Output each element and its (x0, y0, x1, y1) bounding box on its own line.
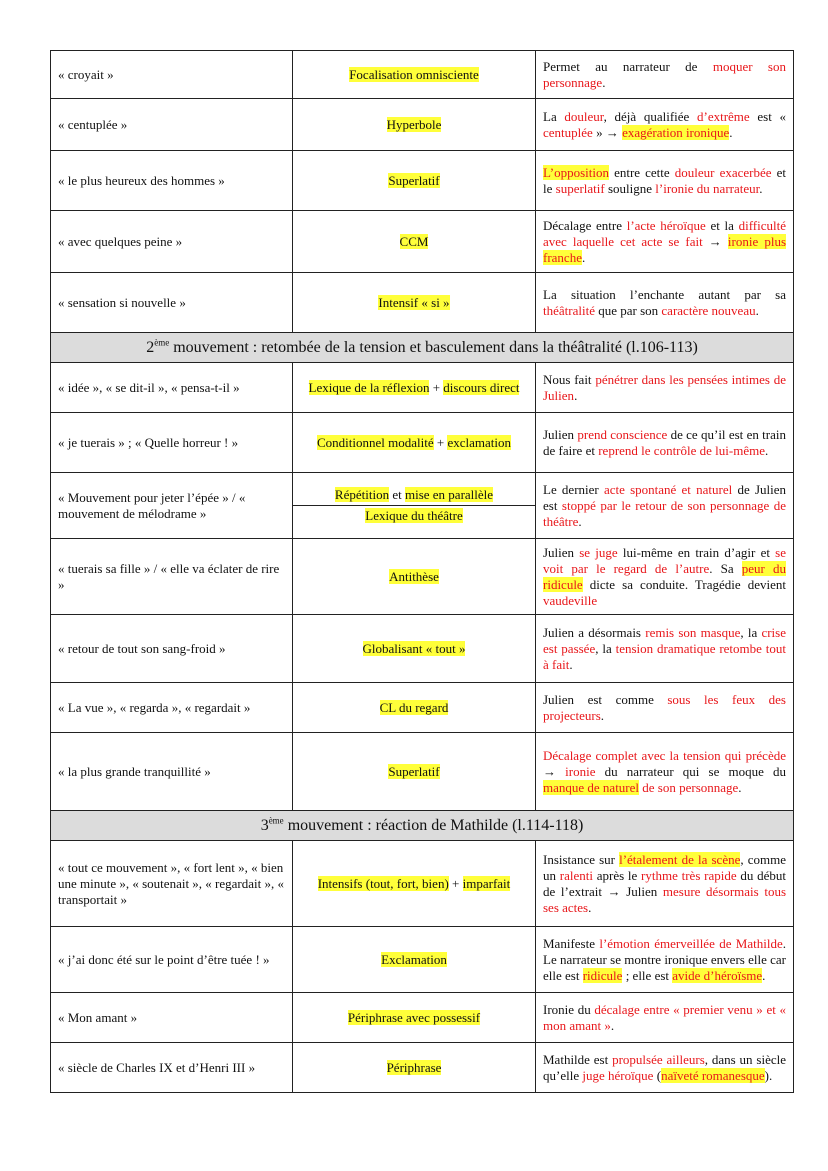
text-run: L’opposition (543, 164, 609, 180)
text-run: . (578, 513, 582, 529)
text-run: prend conscience (577, 426, 668, 442)
text-run: de Julien est (543, 481, 786, 513)
text-run: théâtralité (543, 302, 595, 318)
figure-label: Superlatif (388, 763, 440, 779)
text-run: l’acte héroïque (626, 217, 706, 233)
table-row (51, 211, 794, 273)
text-run: Insistance sur (543, 851, 620, 867)
text-run: ( (653, 1067, 662, 1083)
text-run: de ce qu’il est en train de faire et (543, 426, 786, 458)
text-run: . (729, 124, 733, 140)
figure-sub (293, 485, 535, 505)
section-title (51, 333, 794, 363)
table-row (51, 363, 794, 413)
table-row (51, 1043, 794, 1093)
text-run: → (543, 763, 566, 779)
text-run: , la (595, 640, 616, 656)
text-run: Nous fait (543, 371, 596, 387)
text-run: l’étalement de la scène (619, 851, 741, 867)
table-row (51, 99, 794, 151)
figure-cell (293, 473, 536, 539)
quote-cell: « centuplée » (51, 99, 293, 151)
effect-cell (536, 51, 794, 99)
figure-cell (293, 993, 536, 1043)
text-run: exclamation (447, 434, 511, 450)
figure-label: CCM (399, 233, 429, 249)
text-run: ). (764, 1067, 773, 1083)
text-run: naïveté romanesque (661, 1067, 765, 1083)
section-title-text: mouvement : retombée de la tension et basculement dans la théâtralité (l.106-113) (169, 338, 698, 356)
effect-cell (536, 733, 794, 811)
text-run: remis son masque (645, 624, 741, 640)
section-number: 2 (146, 338, 155, 356)
quote-cell: « le plus heureux des hommes » (51, 151, 293, 211)
text-run: Permet au narrateur de (543, 58, 713, 74)
figure-label: CL du regard (379, 699, 449, 715)
text-run: . (759, 180, 763, 196)
text-run: ralenti (559, 867, 593, 883)
table-row (51, 473, 794, 539)
figure-label: Antithèse (389, 568, 439, 584)
text-run: avide d’héroïsme (672, 967, 763, 983)
table-row (51, 683, 794, 733)
text-run: , comme un (543, 851, 786, 883)
text-run: centuplée (543, 124, 593, 140)
effect-cell (536, 99, 794, 151)
effect-cell (536, 273, 794, 333)
figure-cell (293, 927, 536, 993)
text-run: + (433, 434, 448, 450)
quote-cell: « la plus grande tranquillité » (51, 733, 293, 811)
figure-label: Hyperbole (386, 116, 442, 132)
text-run: pénétrer dans les pensées intimes de Julien (543, 371, 786, 403)
effect-cell (536, 473, 794, 539)
text-run: . (588, 899, 592, 915)
table-row (51, 615, 794, 683)
text-run: La situation l’enchante autant par sa (543, 286, 786, 302)
figure-cell (293, 733, 536, 811)
quote-cell: « Mouvement pour jeter l’épée » / « mouvement de mélodrame » (51, 473, 293, 539)
quote-cell: « Mon amant » (51, 993, 293, 1043)
text-run: Conditionnel modalité (316, 434, 434, 450)
text-run: se voit par le regard de l’autre (543, 544, 786, 576)
text-run: ironie plus franche (543, 233, 787, 265)
text-run: → (702, 233, 728, 249)
text-run: + (429, 379, 444, 395)
effect-cell (536, 841, 794, 927)
figure-cell (293, 539, 536, 615)
text-run: . (738, 779, 742, 795)
text-run: et la (705, 217, 739, 233)
text-run: peur du ridicule (543, 560, 786, 592)
quote-cell: « j’ai donc été sur le point d’être tuée ! » (51, 927, 293, 993)
text-run: lui-même en train d’agir et (617, 544, 776, 560)
text-run: + (448, 875, 463, 891)
effect-cell (536, 413, 794, 473)
text-run: d’extrême (697, 108, 750, 124)
text-run: . (602, 74, 606, 90)
text-run: . (574, 387, 578, 403)
text-run: entre cette (608, 164, 675, 180)
figure-cell (293, 841, 536, 927)
text-run: l’émotion émerveillée de Mathilde (599, 935, 783, 951)
text-run: Décalage entre (543, 217, 627, 233)
text-run: discours direct (443, 379, 520, 395)
section-title-text: mouvement : réaction de Mathilde (l.114-118) (283, 816, 584, 834)
text-run: Le dernier (543, 481, 604, 497)
text-run: imparfait (462, 875, 511, 891)
text-run: Julien (543, 544, 580, 560)
section-title (51, 811, 794, 841)
text-run: de son personnage (642, 779, 739, 795)
text-run: . (600, 707, 605, 723)
text-run: . (581, 249, 586, 265)
table-row (51, 539, 794, 615)
text-run: superlatif (555, 180, 605, 196)
text-run: souligne (604, 180, 656, 196)
text-run: se juge (579, 544, 618, 560)
text-run: reprend le contrôle de lui-même (598, 442, 765, 458)
text-run: vaudeville (543, 592, 598, 608)
table-row (51, 413, 794, 473)
table-row (51, 841, 794, 927)
figure-label: Exclamation (381, 951, 447, 967)
quote-cell: « sensation si nouvelle » (51, 273, 293, 333)
text-run: » → (592, 124, 623, 140)
text-run: mise en parallèle (404, 487, 494, 502)
quote-cell: « retour de tout son sang-froid » (51, 615, 293, 683)
text-run: Intensifs (tout, fort, bien) (317, 875, 449, 891)
text-run: ridicule (582, 967, 623, 983)
figure-cell (293, 363, 536, 413)
quote-cell: « idée », « se dit-il », « pensa-t-il » (51, 363, 293, 413)
figure-cell (293, 1043, 536, 1093)
text-run: , dans un siècle qu’elle (543, 1051, 787, 1083)
figure-cell (293, 99, 536, 151)
figure-cell (293, 211, 536, 273)
figure-cell (293, 51, 536, 99)
text-run: du narrateur qui se moque du (595, 763, 787, 779)
quote-cell: « avec quelques peine » (51, 211, 293, 273)
text-run: Ironie du (543, 1001, 595, 1017)
table-row (51, 151, 794, 211)
text-run: est « (749, 108, 786, 124)
text-run: , la (740, 624, 762, 640)
quote-cell: « tuerais sa fille » / « elle va éclater de rire » (51, 539, 293, 615)
table-row (51, 993, 794, 1043)
text-run: et (389, 487, 405, 502)
text-run: douleur (564, 108, 604, 124)
text-run: propulsée ailleurs (612, 1051, 705, 1067)
effect-cell (536, 683, 794, 733)
text-run: La (543, 108, 565, 124)
text-run: . Sa (709, 560, 742, 576)
text-run: . (764, 442, 769, 458)
figure-label: Périphrase (386, 1059, 442, 1075)
effect-cell (536, 993, 794, 1043)
quote-cell: « La vue », « regarda », « regardait » (51, 683, 293, 733)
text-run: moquer son personnage (543, 58, 786, 90)
figure-cell (293, 273, 536, 333)
figure-label: Périphrase avec possessif (347, 1009, 481, 1025)
quote-cell: « siècle de Charles IX et d’Henri III » (51, 1043, 293, 1093)
effect-cell (536, 927, 794, 993)
figure-label: Superlatif (388, 172, 440, 188)
text-run: après le (592, 867, 642, 883)
text-run: stoppé par le retour de son personnage de théâtre (543, 497, 786, 529)
effect-cell (536, 615, 794, 683)
text-run: que par son (594, 302, 662, 318)
text-run: Julien (543, 426, 578, 442)
figure-cell (293, 413, 536, 473)
text-run: caractère nouveau (661, 302, 756, 318)
figure-label: Focalisation omnisciente (349, 66, 479, 82)
text-run: et le (543, 164, 786, 196)
text-run: . (569, 656, 573, 672)
text-run: . (762, 967, 766, 983)
analysis-table (50, 50, 794, 1093)
text-run: rythme très rapide (641, 867, 737, 883)
quote-cell: « je tuerais » ; « Quelle horreur ! » (51, 413, 293, 473)
figure-cell (293, 151, 536, 211)
table-row (51, 273, 794, 333)
table-row (51, 733, 794, 811)
section-number-suffix: ème (268, 815, 284, 826)
text-run: Lexique de la réflexion (308, 379, 430, 395)
text-run: Répétition (334, 487, 390, 502)
figure-label: Globalisant « tout » (362, 640, 466, 656)
text-run: ; elle est (622, 967, 673, 983)
text-run: Manifeste (543, 935, 600, 951)
effect-cell (536, 363, 794, 413)
text-run: sous les feux des projecteurs (543, 691, 786, 723)
text-run: difficulté avec laquelle cet acte se fait (543, 217, 786, 249)
effect-cell (536, 539, 794, 615)
figure-label: Intensif « si » (378, 294, 450, 310)
text-run: mesure désormais tous ses actes (543, 883, 786, 915)
text-run: . (610, 1017, 615, 1033)
text-run: exagération ironique (622, 124, 730, 140)
text-run: dicte sa conduite. Tragédie devient (582, 576, 786, 592)
text-run: manque de naturel (543, 779, 640, 795)
text-run: Julien est comme (543, 691, 668, 707)
text-run: , déjà qualifiée (603, 108, 697, 124)
text-run: douleur exacerbée (674, 164, 772, 180)
quote-cell: « croyait » (51, 51, 293, 99)
text-run: du début de l’extrait → Julien (543, 867, 786, 899)
section-number: 3 (260, 816, 269, 834)
section-header (51, 811, 794, 841)
text-run: Mathilde est (543, 1051, 613, 1067)
text-run: décalage entre « premier venu » et « mon amant » (543, 1001, 786, 1033)
text-run: Julien a désormais (543, 624, 646, 640)
text-run: acte spontané et naturel (603, 481, 733, 497)
quote-cell: « tout ce mouvement », « fort lent », « bien une minute », « soutenait », « regardait », « transportait » (51, 841, 293, 927)
text-run: juge héroïque (582, 1067, 654, 1083)
text-run: ironie (565, 763, 596, 779)
text-run: . (755, 302, 759, 318)
effect-cell (536, 151, 794, 211)
figure-sub (293, 505, 535, 526)
section-number-suffix: ème (154, 337, 170, 348)
effect-cell (536, 211, 794, 273)
figure-cell (293, 683, 536, 733)
section-header (51, 333, 794, 363)
text-run: l’ironie du narrateur (655, 180, 760, 196)
figure-cell (293, 615, 536, 683)
table-row (51, 927, 794, 993)
text-run: Décalage complet avec la tension qui précède (543, 747, 786, 763)
table-row (51, 51, 794, 99)
text-run: . Le narrateur se montre ironique envers elle car elle est (543, 935, 786, 983)
text-run: tension dramatique retombe tout à fait (543, 640, 787, 672)
effect-cell (536, 1043, 794, 1093)
text-run: Lexique du théâtre (365, 508, 463, 523)
text-run: crise est passée (543, 624, 786, 656)
